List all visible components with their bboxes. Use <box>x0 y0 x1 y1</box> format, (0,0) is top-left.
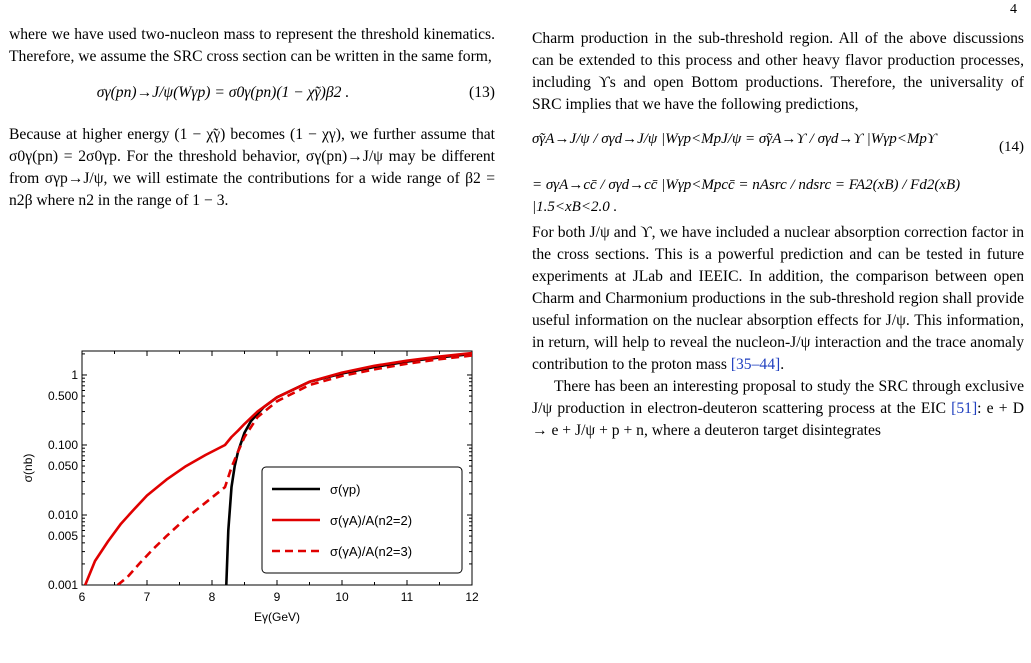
x-tick-label: 7 <box>143 590 151 604</box>
right-paragraph-2-end: . <box>780 356 785 373</box>
citation-35-44[interactable]: [35–44] <box>730 356 781 373</box>
y-tick-label: 1 <box>71 367 78 382</box>
right-paragraph-1: Charm production in the sub-threshold region. All of the above discussions can be extended to this process and other heavy flavor production processes, including ϒs and open Bottom productions. Therefore, the universality of SRC implies that we have the following predictions, <box>532 30 1024 113</box>
left-paragraph-1: where we have used two-nucleon mass to represent the threshold kinematics. Therefore, we assume the SRC cross section can be written in the same form, <box>9 26 495 65</box>
equation-14-line-2: = σγA→cc̄ / σγd→cc̄ |Wγp<Mpcc̄ = nAsrc / ndsrc = FA2(xB) / Fd2(xB) |1.5<xB<2.0 . <box>532 177 961 215</box>
left-paragraph-2: Because at higher energy (1 − χ̃γ) becomes (1 − χγ), we further assume that σ0γ(pn) = 2σ0γp. For the threshold behavior, σγ(pn)→J/ψ may be different from σγp→J/ψ, we will estimate the contributions for a wide range of β2 = n2β where n2 in the range of 1 − 3. <box>9 126 495 209</box>
x-tick-label: 6 <box>78 590 86 604</box>
y-tick-label: 0.001 <box>47 578 78 592</box>
x-axis-label: Eγ(GeV) <box>253 610 301 624</box>
legend-label-3: σ(γA)/A(n2=3) <box>330 544 413 559</box>
y-tick-label: 0.500 <box>47 389 78 404</box>
equation-14-number: (14) <box>999 139 1024 155</box>
citation-51[interactable]: [51] <box>951 400 978 417</box>
left-column <box>9 24 495 212</box>
right-paragraph-2-text: For both J/ψ and ϒ, we have included a nuclear absorption correction factor in the cross sections. This is a powerful prediction and can be tested in future experiments at JLab and IEEIC. In addition, the comparison between open Charm and Charmonium productions in the sub-threshold region shall provide useful information on the nuclear absorption effects for J/ψ. This information, in return, will help to reveal the nucleon-J/ψ interaction and the trace anomaly contribution to the proton mass <box>532 224 1024 373</box>
x-tick-label: 8 <box>208 590 216 604</box>
y-tick-label: 0.010 <box>47 507 78 522</box>
right-paragraph-2 <box>532 222 1024 376</box>
chart-legend <box>262 467 462 573</box>
right-column <box>532 28 1024 442</box>
right-paragraph-3 <box>532 376 1024 442</box>
x-tick-label: 10 <box>335 590 349 604</box>
x-tick-label: 12 <box>465 590 479 604</box>
equation-14-line-1: σ̃γA→J/ψ / σγd→J/ψ |Wγp<MpJ/ψ = σ̃γA→ϒ / σγd→ϒ |Wγp<Mpϒ <box>532 131 937 147</box>
equation-14 <box>532 124 1024 216</box>
y-tick-label: 0.050 <box>47 459 78 474</box>
cross-section-chart <box>0 343 486 643</box>
y-tick-label: 0.100 <box>47 437 78 452</box>
right-paragraph-3-end: : e + D → e + J/ψ + p + n, where a deuteron target disintegrates <box>532 400 1024 439</box>
x-tick-label: 9 <box>273 590 281 604</box>
equation-13-body: σγ(pn)→J/ψ(Wγp) = σ0γ(pn)(1 − χ̃γ)β2 . <box>96 84 350 101</box>
right-paragraph-3-text: There has been an interesting proposal to study the SRC through exclusive J/ψ production in electron-deuteron scattering process at the EIC <box>532 378 1024 417</box>
y-tick-label: 0.005 <box>47 529 78 544</box>
page-number: 4 <box>1010 2 1017 17</box>
equation-13-number: (13) <box>469 84 495 101</box>
legend-label-2: σ(γA)/A(n2=2) <box>330 513 413 528</box>
y-axis-label: σ(nb) <box>21 453 35 483</box>
x-tick-label: 11 <box>400 590 414 604</box>
equation-13 <box>9 82 495 112</box>
legend-label-1: σ(γp) <box>330 482 361 497</box>
